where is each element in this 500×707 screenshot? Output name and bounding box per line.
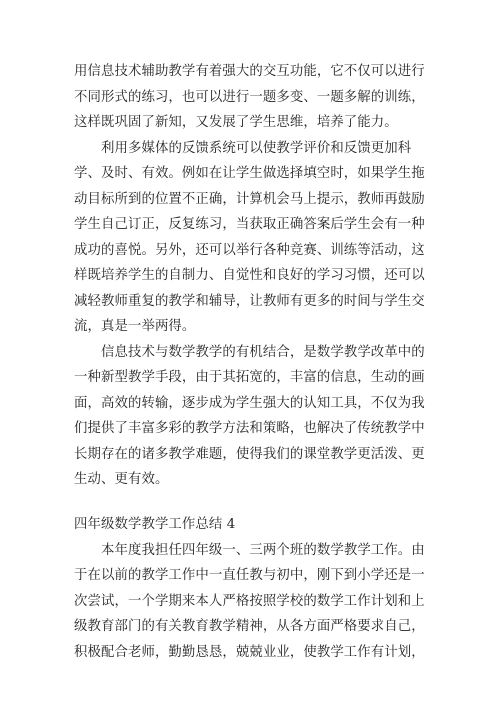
paragraph-2-line-2: 学、及时、有效。例如在让学生做选择填空时，如果学生拖 xyxy=(74,166,425,181)
paragraph-2-line-3: 动目标所到的位置不正确，计算机会马上提示，教师再鼓励 xyxy=(74,192,425,207)
paragraph-3-line-2: 一种新型教学手段，由于其拓宽的，丰富的信息，生动的画 xyxy=(74,370,425,385)
paragraph-4-line-2: 于在以前的教学工作中一直任教与初中，刚下到小学还是一 xyxy=(74,568,425,583)
paragraph-2-line-5: 成功的喜悦。另外，还可以举行各种竞赛、训练等活动，这 xyxy=(74,243,425,258)
paragraph-2-line-8: 流，真是一举两得。 xyxy=(74,319,196,334)
paragraph-1-line-3: 这样既巩固了新知，又发展了学生思维，培养了能力。 xyxy=(74,115,398,130)
paragraph-4-line-4: 级教育部门的有关教育教学精神，从各方面严格要求自己， xyxy=(74,619,425,634)
paragraph-4-line-1: 本年度我担任四年级一、三两个班的数学教学工作。由 xyxy=(101,543,425,558)
paragraph-2-line-1: 利用多媒体的反馈系统可以使教学评价和反馈更加科 xyxy=(101,141,412,156)
paragraph-1-line-2: 不同形式的练习，也可以进行一题多变、一题多解的训练， xyxy=(74,90,425,105)
paragraph-2-line-7: 减轻教师重复的教学和辅导，让教师有更多的时间与学生交 xyxy=(74,294,425,309)
paragraph-1-line-1: 用信息技术辅助教学有着强大的交互功能，它不仅可以进行 xyxy=(74,64,425,79)
paragraph-3-line-3: 面，高效的转输，逐步成为学生强大的认知工具，不仅为我 xyxy=(74,396,425,411)
paragraph-3-line-4: 们提供了丰富多彩的教学方法和策略，也解决了传统教学中 xyxy=(74,421,425,436)
paragraph-4-line-5: 积极配合老师，勤勤恳恳，兢兢业业，使教学工作有计划， xyxy=(74,645,425,660)
paragraph-3-line-1: 信息技术与数学教学的有机结合，是数学教学改革中的 xyxy=(101,345,425,360)
paragraph-4-line-3: 次尝试，一个学期来本人严格按照学校的数学工作计划和上 xyxy=(74,594,425,609)
paragraph-2-line-4: 学生自己订正，反复练习，当获取正确答案后学生会有一种 xyxy=(74,217,425,232)
section-heading: 四年级数学教学工作总结 4 xyxy=(74,517,236,532)
paragraph-3-line-5: 长期存在的诸多教学难题，使得我们的课堂教学更活泼、更 xyxy=(74,447,425,462)
paragraph-2-line-6: 样既培养学生的自制力、自觉性和良好的学习习惯，还可以 xyxy=(74,268,425,283)
paragraph-3-line-6: 生动、更有效。 xyxy=(74,472,169,487)
